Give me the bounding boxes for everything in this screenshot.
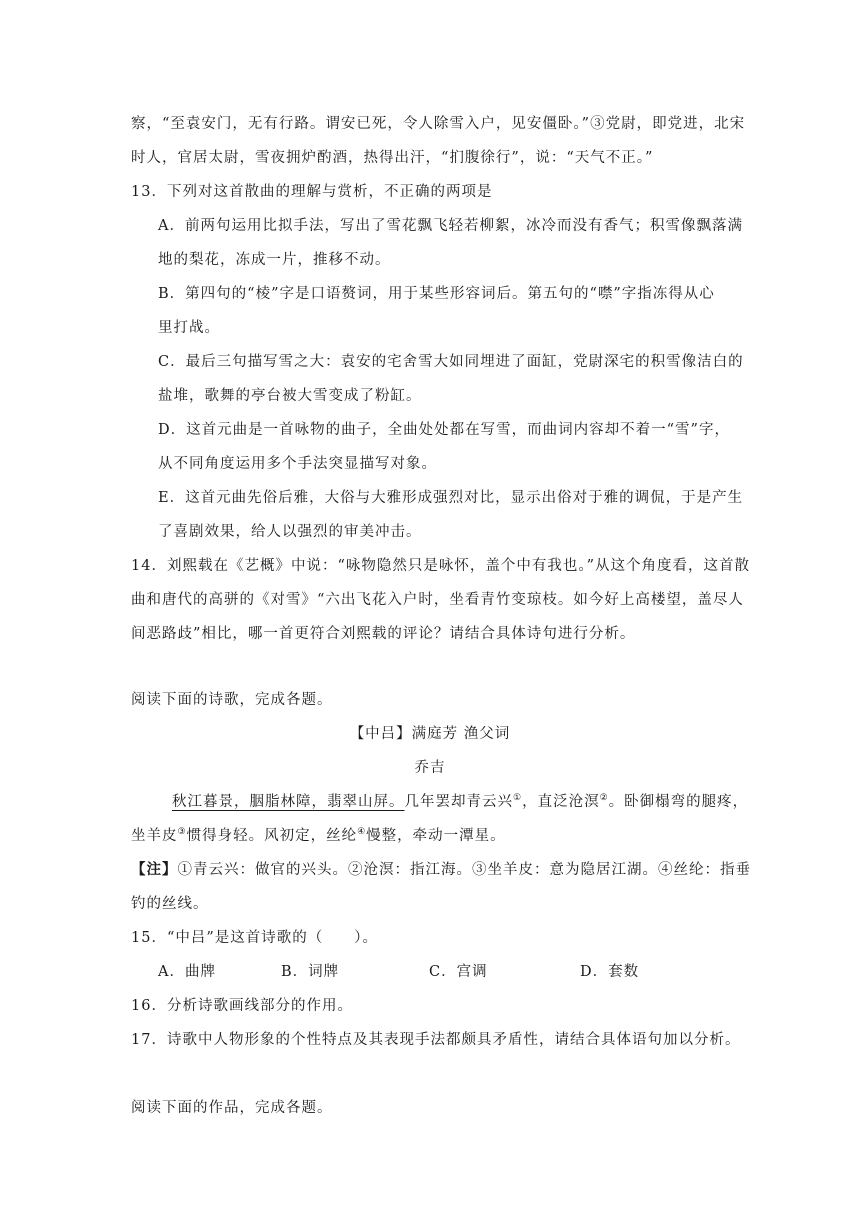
option-a-line: A．前两句运用比拟手法，写出了雪花飘飞轻若柳絮，冰冷而没有香气；积雪像飘落满 — [158, 218, 743, 234]
section-instruction: 阅读下面的作品，完成各题。 — [131, 1100, 333, 1116]
footnote-marker: ① — [513, 793, 523, 804]
question-15-stem: 15．“中吕”是这首诗歌的（ ）。 — [131, 930, 379, 946]
question-16: 16．分析诗歌画线部分的作用。 — [131, 998, 353, 1014]
option-a-line: 地的梨花，冻成一片，推移不动。 — [158, 252, 391, 268]
choice-a: A．曲牌 — [158, 964, 216, 980]
footnote-marker: ④ — [357, 827, 367, 838]
poem-text: 坐羊皮 — [131, 828, 178, 844]
option-e-line: E．这首元曲先俗后雅，大俗与大雅形成强烈对比，显示出俗对于雅的调侃，于是产生 — [158, 490, 744, 506]
question-14-line: 14．刘熙载在《艺概》中说：“咏物隐然只是咏怀，盖个中有我也。”从这个角度看，这首散 — [131, 558, 751, 574]
option-b-line: B．第四句的“棱”字是口语赘词，用于某些形容词后。第五句的“噤”字指冻得从心 — [158, 286, 715, 302]
footnote-marker: ③ — [177, 827, 187, 838]
poem-title: 【中吕】满庭芳 渔父词 — [349, 726, 511, 742]
poem-text: 慢整，牵动一潭星。 — [366, 828, 506, 844]
choice-d: D．套数 — [580, 964, 640, 980]
notes-text: ①青云兴：做官的兴头。②沧溟：指江海。③坐羊皮：意为隐居江湖。④丝纶：指垂 — [177, 862, 751, 878]
option-b-line: 里打战。 — [158, 320, 220, 336]
choice-c: C．宫调 — [429, 964, 488, 980]
question-13-stem: 13．下列对这首散曲的理解与赏析，不正确的两项是 — [131, 184, 493, 200]
intro-note-line: 时人，官居太尉，雪夜拥炉酌酒，热得出汗，“扪腹徐行”，说：“天气不正。” — [131, 150, 654, 166]
option-d-line: D．这首元曲是一首咏物的曲子，全曲处处都在写雪，而曲词内容却不着一“雪”字， — [158, 422, 730, 438]
question-15-choices — [158, 960, 639, 981]
option-c-line: 盐堆，歌舞的亭台被大雪变成了粉缸。 — [158, 388, 422, 404]
poem-notes-line — [131, 858, 751, 879]
option-d-line: 从不同角度运用多个手法突显描写对象。 — [158, 456, 437, 472]
question-14-line: 曲和唐代的高骈的《对雪》“六出飞花入户时，坐看青竹变琼枝。如今好上高楼望，盖尽人 — [131, 592, 744, 608]
poem-notes-line: 钓的丝线。 — [131, 896, 209, 912]
poem-text: 。卧御榻弯的腿疼， — [608, 794, 749, 810]
poem-line-1 — [172, 790, 748, 811]
poem-underlined-text: 秋江暮景，胭脂林障，翡翠山屏。 — [172, 794, 405, 810]
section-instruction: 阅读下面的诗歌，完成各题。 — [131, 692, 333, 708]
poem-author: 乔吉 — [414, 760, 446, 776]
option-c-line: C．最后三句描写雪之大：袁安的宅舍雪大如同埋进了面缸，党尉深宅的积雪像洁白的 — [158, 354, 744, 370]
poem-line-2 — [131, 824, 506, 845]
poem-text: 惯得身轻。风初定，丝纶 — [186, 828, 358, 844]
footnote-marker: ② — [599, 793, 609, 804]
option-e-line: 了喜剧效果，给人以强烈的审美冲击。 — [158, 524, 422, 540]
question-14-line: 间恶路歧”相比，哪一首更符合刘熙载的评论？请结合具体诗句进行分析。 — [131, 626, 636, 642]
poem-text: 几年罢却青云兴 — [404, 794, 513, 810]
notes-label: 【注】 — [131, 861, 178, 878]
choice-b: B．词牌 — [281, 964, 340, 980]
poem-text: ，直泛沧溟 — [522, 794, 600, 810]
question-17: 17．诗歌中人物形象的个性特点及其表现手法都颇具矛盾性，请结合具体语句加以分析。 — [131, 1032, 741, 1048]
intro-note-line: 察，“至袁安门，无有行路。谓安已死，令人除雪入户，见安僵卧。”③党尉，即党进，北宋 — [131, 116, 746, 132]
